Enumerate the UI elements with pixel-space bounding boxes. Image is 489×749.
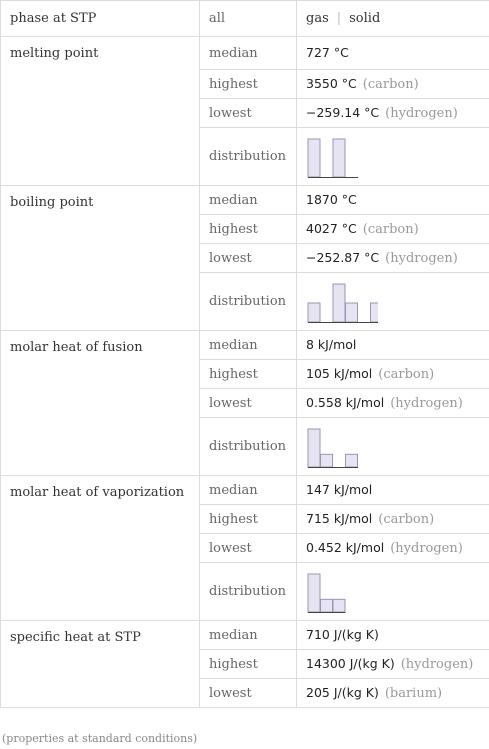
histogram-bar bbox=[321, 599, 333, 612]
highest-value bbox=[297, 650, 489, 679]
value: 3550 °C bbox=[306, 76, 357, 91]
histogram-bar bbox=[333, 139, 345, 177]
header-phase: phase at STP bbox=[1, 1, 200, 37]
median-label: median bbox=[200, 37, 297, 70]
highest-value bbox=[297, 505, 489, 534]
header-solid: solid bbox=[349, 11, 381, 26]
highest-label: highest bbox=[200, 215, 297, 244]
lowest-label: lowest bbox=[200, 99, 297, 128]
distribution-label: distribution bbox=[200, 273, 297, 331]
header-phases bbox=[297, 1, 489, 37]
histogram-bar bbox=[308, 574, 320, 612]
histogram-bar bbox=[321, 454, 333, 467]
highest-value bbox=[297, 215, 489, 244]
footer-note: (properties at standard conditions) bbox=[2, 732, 198, 745]
median-label: median bbox=[200, 621, 297, 650]
melting-median-row bbox=[1, 37, 489, 70]
median-value bbox=[297, 186, 489, 215]
histogram-bar bbox=[308, 429, 320, 467]
lowest-value bbox=[297, 679, 489, 708]
element-note: (carbon) bbox=[362, 222, 419, 237]
lowest-value bbox=[297, 534, 489, 563]
distribution-histogram bbox=[306, 570, 378, 614]
histogram-bar bbox=[308, 303, 320, 322]
lowest-label: lowest bbox=[200, 534, 297, 563]
highest-value bbox=[297, 360, 489, 389]
median-value bbox=[297, 37, 489, 70]
highest-label: highest bbox=[200, 70, 297, 99]
value: 710 J/(kg K) bbox=[306, 627, 379, 642]
lowest-value bbox=[297, 244, 489, 273]
value: 147 kJ/mol bbox=[306, 482, 373, 497]
lowest-label: lowest bbox=[200, 389, 297, 418]
median-label: median bbox=[200, 186, 297, 215]
fusion-median-row bbox=[1, 331, 489, 360]
specific-heat-median-row bbox=[1, 621, 489, 650]
element-note: (carbon) bbox=[378, 512, 435, 527]
element-note: (hydrogen) bbox=[390, 541, 463, 556]
value: 0.452 kJ/mol bbox=[306, 540, 385, 555]
property-name: boiling point bbox=[1, 186, 200, 331]
element-note: (hydrogen) bbox=[400, 657, 474, 672]
element-note: (hydrogen) bbox=[385, 106, 458, 121]
element-note: (hydrogen) bbox=[385, 251, 458, 266]
histogram-bar bbox=[346, 454, 358, 467]
element-note: (carbon) bbox=[378, 367, 435, 382]
distribution-cell bbox=[297, 273, 489, 331]
highest-label: highest bbox=[200, 505, 297, 534]
value: 727 °C bbox=[306, 45, 349, 60]
value: −259.14 °C bbox=[306, 105, 380, 120]
histogram-bar bbox=[333, 284, 345, 322]
lowest-label: lowest bbox=[200, 679, 297, 708]
distribution-histogram bbox=[306, 135, 378, 179]
value: 8 kJ/mol bbox=[306, 337, 357, 352]
distribution-label: distribution bbox=[200, 418, 297, 476]
lowest-label: lowest bbox=[200, 244, 297, 273]
value: 105 kJ/mol bbox=[306, 366, 373, 381]
median-label: median bbox=[200, 476, 297, 505]
header-all: all bbox=[200, 1, 297, 37]
value: 715 kJ/mol bbox=[306, 511, 373, 526]
distribution-label: distribution bbox=[200, 563, 297, 621]
histogram-bar bbox=[308, 139, 320, 177]
histogram-bar bbox=[346, 303, 358, 322]
element-note: (hydrogen) bbox=[390, 396, 463, 411]
property-name: melting point bbox=[1, 37, 200, 186]
boiling-median-row bbox=[1, 186, 489, 215]
header-row bbox=[1, 1, 489, 37]
element-note: (carbon) bbox=[362, 77, 419, 92]
distribution-label: distribution bbox=[200, 128, 297, 186]
distribution-cell bbox=[297, 128, 489, 186]
vaporization-median-row bbox=[1, 476, 489, 505]
median-value bbox=[297, 331, 489, 360]
highest-label: highest bbox=[200, 650, 297, 679]
value: 205 J/(kg K) bbox=[306, 685, 379, 700]
median-value bbox=[297, 476, 489, 505]
distribution-histogram bbox=[306, 425, 378, 469]
value: 4027 °C bbox=[306, 221, 357, 236]
value: 1870 °C bbox=[306, 192, 357, 207]
highest-label: highest bbox=[200, 360, 297, 389]
lowest-value bbox=[297, 99, 489, 128]
distribution-histogram bbox=[306, 280, 378, 324]
value: 0.558 kJ/mol bbox=[306, 395, 385, 410]
element-note: (barium) bbox=[384, 686, 443, 701]
header-separator: | bbox=[336, 11, 342, 26]
highest-value bbox=[297, 70, 489, 99]
distribution-cell bbox=[297, 418, 489, 476]
median-label: median bbox=[200, 331, 297, 360]
value: 14300 J/(kg K) bbox=[306, 656, 395, 671]
property-name: molar heat of vaporization bbox=[1, 476, 200, 621]
lowest-value bbox=[297, 389, 489, 418]
histogram-bar bbox=[333, 599, 345, 612]
header-gas: gas bbox=[306, 11, 329, 26]
median-value bbox=[297, 621, 489, 650]
property-name: specific heat at STP bbox=[1, 621, 200, 708]
distribution-cell bbox=[297, 563, 489, 621]
value: −252.87 °C bbox=[306, 250, 380, 265]
property-name: molar heat of fusion bbox=[1, 331, 200, 476]
histogram-bar bbox=[371, 303, 379, 322]
